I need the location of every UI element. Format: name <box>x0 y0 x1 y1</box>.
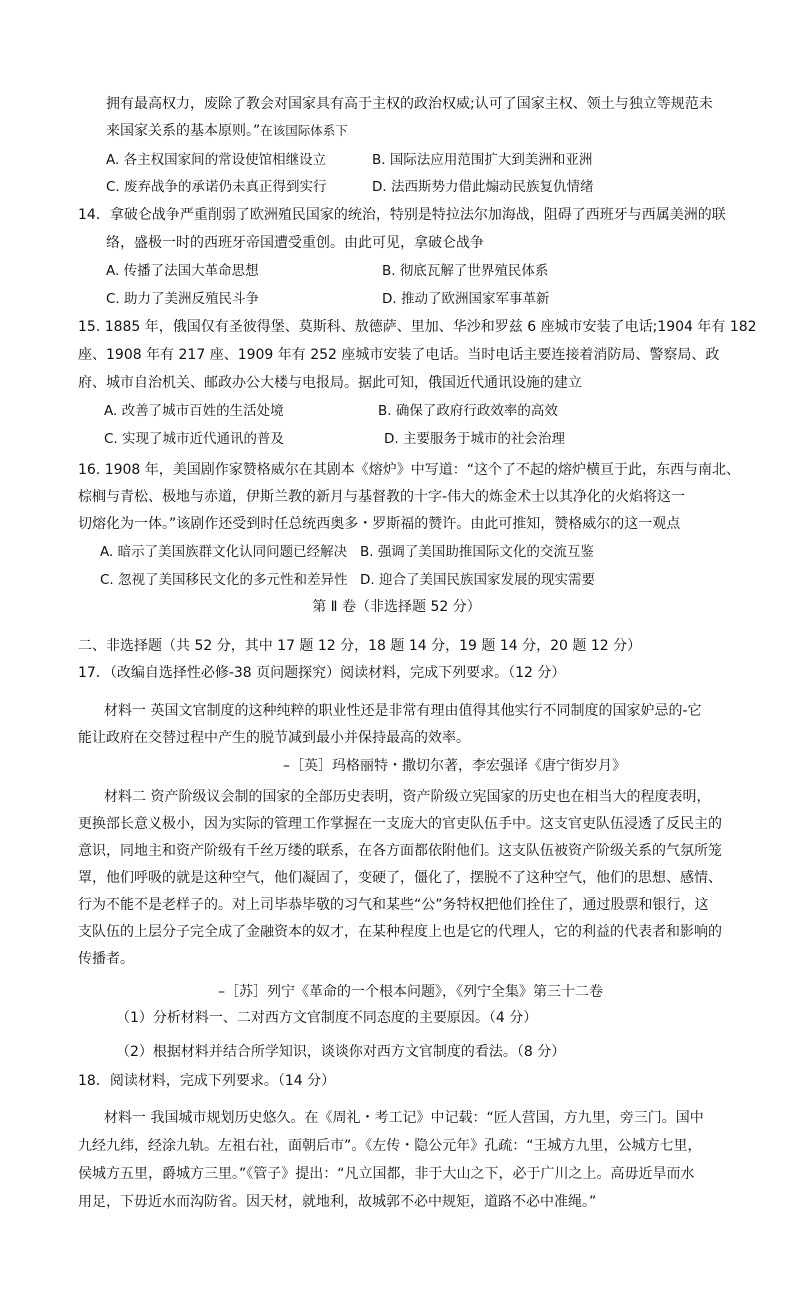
q14-option-a: A. 传播了法国大革命思想 <box>106 263 259 279</box>
q15-option-d: D. 主要服务于城市的社会治理 <box>384 431 565 447</box>
q18-material-1-line-3: 侯城方五里，爵城方三里。”《管子》提出：“凡立国都，非于大山之下，必于广川之上。高毋近旱而水 <box>78 1166 695 1182</box>
q16-line-1: 16. 1908 年，美国剧作家赞格威尔在其剧本《熔炉》中写道：“这个了不起的熔炉横亘于此，东西与南北、 <box>78 462 741 478</box>
q13-line-2 <box>106 121 348 141</box>
q17-material-2-line-4: 罩，他们呼吸的就是这种空气，他们凝固了，变硬了，僵化了，摆脱不了这种空气，他们的思想、感情、 <box>78 870 722 886</box>
q13-option-a: A. 各主权国家间的常设使馆相继设立 <box>106 152 327 168</box>
q14-line-2: 络，盛极一时的西班牙帝国遭受重创。由此可见，拿破仑战争 <box>106 235 484 251</box>
q15-option-a: A. 改善了城市百姓的生活处境 <box>104 403 284 419</box>
q17-material-2-line-6: 支队伍的上层分子完全成了金融资本的奴才，在某种程度上也是它的代理人，它的利益的代表者和影响的 <box>78 924 722 940</box>
q18-material-1-line-4: 用足，下毋近水而沟防省。因天材，就地利，故城郭不必中规矩，道路不必中准绳。” <box>78 1194 597 1210</box>
q16-option-c: C. 忽视了美国移民文化的多元性和差异性 <box>100 572 348 588</box>
q13-option-b: B. 国际法应用范围扩大到美洲和亚洲 <box>372 152 593 168</box>
q15-line-1: 15. 1885 年，俄国仅有圣彼得堡、莫斯科、敖德萨、里加、华沙和罗兹 6 座城市安装了电话;1904 年有 182 <box>78 319 757 335</box>
q14-option-d: D. 推动了欧洲国家军事革新 <box>382 291 550 307</box>
q17-subquestion-2: （2）根据材料并结合所学知识，谈谈你对西方文官制度的看法。（8 分） <box>116 1044 566 1060</box>
q13-line-2-small: 在该国际体系下 <box>260 123 348 138</box>
q16-line-2: 棕榈与青松、极地与赤道，伊斯兰教的新月与基督教的十字-伟大的炼金术士以其净化的火焰将这一 <box>78 489 686 505</box>
volume-2-title: 第 Ⅱ 卷（非选择题 52 分） <box>312 599 481 615</box>
section-2-heading: 二、非选择题（共 52 分，其中 17 题 12 分，18 题 14 分，19 题 14 分，20 题 12 分） <box>78 638 642 654</box>
q17-heading: 17．（改编自选择性必修-38 页问题探究）阅读材料，完成下列要求。（12 分） <box>78 665 566 681</box>
q16-option-b: B. 强调了美国助推国际文化的交流互鉴 <box>360 544 594 560</box>
q13-option-d: D. 法西斯势力借此煽动民族复仇情绪 <box>372 179 594 195</box>
q17-material-2-line-2: 更换部长意义极小，因为实际的管理工作掌握在一支庞大的官吏队伍手中。这支官吏队伍浸透了反民主的 <box>78 816 722 832</box>
q17-material-1-source: –［英］玛格丽特・撒切尔著，李宏强译《唐宁街岁月》 <box>283 758 626 774</box>
q15-option-c: C. 实现了城市近代通讯的普及 <box>104 431 285 447</box>
q16-option-a: A. 暗示了美国族群文化认同问题已经解决 <box>100 544 348 560</box>
q17-material-2-line-3: 意识，同地主和资产阶级有千丝万缕的联系，在各方面都依附他们。这支队伍被资产阶级关系的气氛所笼 <box>78 843 722 859</box>
q13-line-1: 拥有最高权力，废除了教会对国家具有高于主权的政治权威;认可了国家主权、领土与独立等规范未 <box>106 96 713 112</box>
q17-material-2-line-1: 材料二 资产阶级议会制的国家的全部历史表明，资产阶级立宪国家的历史也在相当大的程度表明， <box>104 789 711 805</box>
q13-option-c: C. 废弃战争的承诺仍未真正得到实行 <box>106 179 327 195</box>
q18-heading: 18．阅读材料，完成下列要求。（14 分） <box>78 1073 336 1089</box>
q18-material-1-line-1: 材料一 我国城市规划历史悠久。在《周礼・考工记》中记载：“匠人营国，方九里，旁三门。国中 <box>104 1110 704 1126</box>
q17-subquestion-1: （1）分析材料一、二对西方文官制度不同态度的主要原因。（4 分） <box>116 1010 538 1026</box>
q15-line-3: 府、城市自治机关、邮政办公大楼与电报局。据此可知，俄国近代通讯设施的建立 <box>78 375 582 391</box>
q17-material-2-line-7: 传播者。 <box>78 951 134 967</box>
q17-material-2-line-5: 行为不能不是老样子的。对上司毕恭毕敬的习气和某些“公”务特权把他们拴住了，通过股票和银行，这 <box>78 897 709 913</box>
q15-option-b: B. 确保了政府行政效率的高效 <box>378 403 558 419</box>
q16-option-d: D. 迎合了美国民族国家发展的现实需要 <box>360 572 595 588</box>
q13-line-2-text: 来国家关系的基本原则。” <box>106 123 261 139</box>
q17-material-1-line-2: 能让政府在交替过程中产生的脱节减到最小并保持最高的效率。 <box>78 730 470 746</box>
q17-material-1-line-1: 材料一 英国文官制度的这种纯粹的职业性还是非常有理由值得其他实行不同制度的国家妒忌的-它 <box>104 703 702 719</box>
q14-option-c: C. 助力了美洲反殖民斗争 <box>106 291 260 307</box>
q18-material-1-line-2: 九经九纬，经涂九轨。左祖右社，面朝后市”。《左传・隐公元年》孔疏：“王城方九里，公城方七里， <box>78 1138 702 1154</box>
q15-line-2: 座、1908 年有 217 座、1909 年有 252 座城市安装了电话。当时电话主要连接着消防局、警察局、政 <box>78 347 720 363</box>
q14-option-b: B. 彻底瓦解了世界殖民体系 <box>382 263 549 279</box>
q17-material-2-source: –［苏］列宁《革命的一个根本问题》，《列宁全集》第三十二卷 <box>218 984 603 1000</box>
q14-line-1: 14．拿破仑战争严重削弱了欧洲殖民国家的统治，特别是特拉法尔加海战，阻碍了西班牙与西属美洲的联 <box>78 207 726 223</box>
q16-line-3: 切熔化为一体。”该剧作还受到时任总统西奥多・罗斯福的赞许。由此可推知，赞格威尔的这一观点 <box>78 516 681 532</box>
